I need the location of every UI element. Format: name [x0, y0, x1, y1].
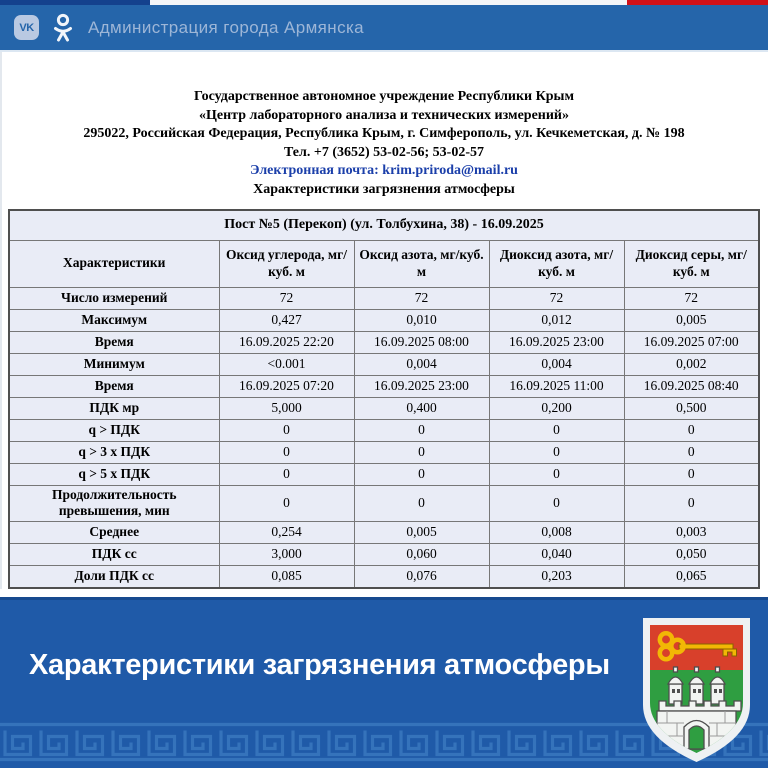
table-row	[9, 543, 759, 565]
row-value: 0,050	[624, 543, 759, 565]
row-value: 0,065	[624, 565, 759, 588]
table-row	[9, 375, 759, 397]
table-row	[9, 309, 759, 331]
banner-title: Характеристики загрязнения атмосферы	[29, 649, 610, 681]
flag-strip-navy	[0, 0, 150, 5]
document-title: Характеристики загрязнения атмосферы	[253, 181, 515, 197]
table-row	[9, 353, 759, 375]
row-value: 0,200	[489, 397, 624, 419]
row-value: 0	[219, 419, 354, 441]
row-value: 72	[219, 287, 354, 309]
document-area	[0, 52, 768, 589]
row-value: 3,000	[219, 543, 354, 565]
table-row	[9, 463, 759, 485]
row-value: 0,203	[489, 565, 624, 588]
org-address-line: 295022, Российская Федерация, Республика Крым, г. Симферополь, ул. Кечкеметская, д. № 198	[83, 126, 685, 142]
row-value: 0,005	[624, 309, 759, 331]
row-value: 0	[219, 485, 354, 521]
row-value: 0,076	[354, 565, 489, 588]
row-value: 16.09.2025 07:00	[624, 331, 759, 353]
row-value: <0.001	[219, 353, 354, 375]
row-value: 0,008	[489, 521, 624, 543]
row-value: 0	[354, 419, 489, 441]
table-row	[9, 565, 759, 588]
row-value: 0	[354, 441, 489, 463]
odnoklassniki-icon[interactable]	[52, 13, 74, 43]
row-value: 72	[624, 287, 759, 309]
table-title-row	[9, 210, 759, 241]
row-value: 0,254	[219, 521, 354, 543]
row-value: 0,040	[489, 543, 624, 565]
row-label: q > 3 х ПДК	[9, 441, 219, 463]
row-label: Продолжительность превышения, мин	[9, 485, 219, 521]
row-value: 0,500	[624, 397, 759, 419]
row-value: 0	[354, 463, 489, 485]
letterhead	[0, 52, 768, 200]
org-subname-line: «Центр лабораторного анализа и технических измерений»	[199, 107, 569, 123]
post-title: Пост №5 (Перекоп) (ул. Толбухина, 38) - 16.09.2025	[9, 210, 759, 241]
row-value: 5,000	[219, 397, 354, 419]
row-value: 72	[354, 287, 489, 309]
row-value: 0	[489, 485, 624, 521]
row-label: q > 5 х ПДК	[9, 463, 219, 485]
table-row	[9, 441, 759, 463]
org-phone-line: Тел. +7 (3652) 53-02-56; 53-02-57	[284, 144, 484, 160]
table-row	[9, 521, 759, 543]
pollution-table-body	[9, 287, 759, 588]
row-label: ПДК сс	[9, 543, 219, 565]
row-value: 0,060	[354, 543, 489, 565]
row-value: 0,004	[489, 353, 624, 375]
row-value: 0,427	[219, 309, 354, 331]
row-value: 0,085	[219, 565, 354, 588]
row-value: 0	[624, 419, 759, 441]
vk-icon[interactable]: VK	[14, 15, 39, 40]
row-label: Время	[9, 331, 219, 353]
row-label: q > ПДК	[9, 419, 219, 441]
row-value: 0,400	[354, 397, 489, 419]
col-header-co: Оксид углерода, мг/куб. м	[219, 240, 354, 287]
row-value: 0	[624, 485, 759, 521]
pollution-table	[8, 209, 760, 589]
row-value: 0,005	[354, 521, 489, 543]
row-value: 0	[489, 419, 624, 441]
row-label: Среднее	[9, 521, 219, 543]
row-label: Число измерений	[9, 287, 219, 309]
row-value: 0,003	[624, 521, 759, 543]
row-value: 0,002	[624, 353, 759, 375]
bottom-banner	[0, 597, 768, 768]
row-value: 16.09.2025 11:00	[489, 375, 624, 397]
org-name-line: Государственное автономное учреждение Республики Крым	[193, 89, 575, 104]
row-value: 0	[624, 441, 759, 463]
flag-strip-white	[150, 0, 627, 5]
row-value: 72	[489, 287, 624, 309]
armyansk-coat-of-arms-icon	[635, 613, 758, 766]
row-value: 0,010	[354, 309, 489, 331]
table-header-row	[9, 240, 759, 287]
table-row	[9, 397, 759, 419]
col-header-characteristics: Характеристики	[9, 240, 219, 287]
row-value: 16.09.2025 07:20	[219, 375, 354, 397]
flag-strip	[0, 0, 768, 5]
table-row	[9, 331, 759, 353]
row-value: 16.09.2025 08:00	[354, 331, 489, 353]
row-value: 0	[624, 463, 759, 485]
org-email-link[interactable]: Электронная почта: krim.priroda@mail.ru	[250, 163, 518, 179]
row-value: 0	[219, 463, 354, 485]
row-value: 0,004	[354, 353, 489, 375]
col-header-so2: Диоксид серы, мг/куб. м	[624, 240, 759, 287]
col-header-no: Оксид азота, мг/куб. м	[354, 240, 489, 287]
row-value: 16.09.2025 08:40	[624, 375, 759, 397]
community-title: Администрация города Армянска	[88, 17, 365, 37]
social-bar	[0, 5, 768, 52]
row-label: Доли ПДК сс	[9, 565, 219, 588]
row-value: 16.09.2025 22:20	[219, 331, 354, 353]
row-value: 0	[219, 441, 354, 463]
row-label: Время	[9, 375, 219, 397]
row-label: ПДК мр	[9, 397, 219, 419]
row-value: 0,012	[489, 309, 624, 331]
col-header-no2: Диоксид азота, мг/куб. м	[489, 240, 624, 287]
table-row	[9, 485, 759, 521]
row-value: 16.09.2025 23:00	[354, 375, 489, 397]
table-row	[9, 287, 759, 309]
row-value: 16.09.2025 23:00	[489, 331, 624, 353]
row-label: Минимум	[9, 353, 219, 375]
table-row	[9, 419, 759, 441]
flag-strip-red	[627, 0, 768, 5]
row-label: Максимум	[9, 309, 219, 331]
row-value: 0	[489, 441, 624, 463]
row-value: 0	[354, 485, 489, 521]
row-value: 0	[489, 463, 624, 485]
